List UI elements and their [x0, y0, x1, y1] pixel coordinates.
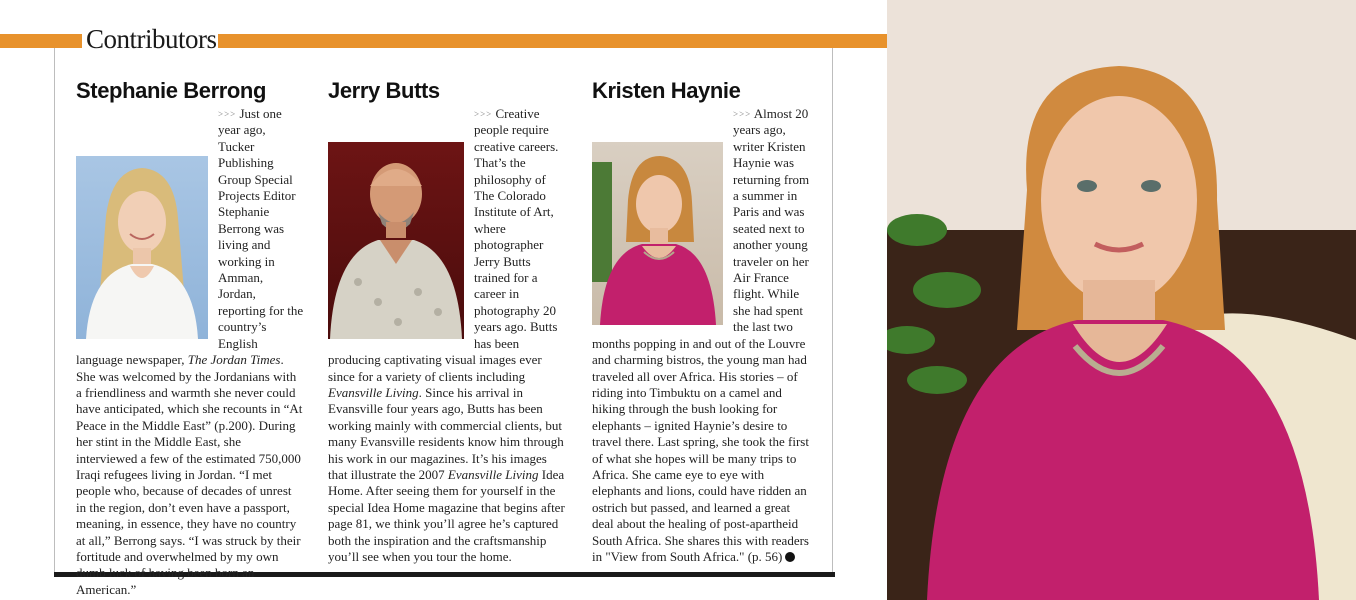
contributor-name: Stephanie Berrong — [76, 78, 267, 103]
contributor-bio: >>> Just one year ago, Tucker Publishing Group Special Projects Editor Stephanie Berrong was living and working in Amman, Jordan, reporting for the country’s English language newspaper, The Jordan Times. She was welcomed by the Jordanians with a friendliness and warmth she never could have anticipated, which she recounts in “At Peace in the Middle East” (p.200). During her stint in the Middle East, she interviewed a few of the estimated 750,000 Iraqi refugees living in Jordan. “I met people who, because of decades of unrest in the region, don’t even have a passport, meaning, in essence, they have no country at all,” Berrong says. “I was struck by their fortitude and overwhelmed by my own dumb luck of having been born an American.” — [76, 106, 304, 597]
jerry-butts-photo — [328, 142, 464, 339]
kristen-haynie-large-photo — [887, 0, 1356, 600]
contributor-name: Jerry Butts — [328, 78, 440, 103]
contributor-bio: >>> Creative people require creative careers. That’s the philosophy of The Colorado Institute of Art, where photographer Jerry Butts trained for a career in photography 20 years ago. Butts has been producing captivating visual images ever since for a variety of clients including Evansville Living. Since his arrival in Evansville four years ago, Butts has been working mainly with commercial clients, but many Evansville residents know him through his work in our magazines. It’s his images that illustrate the 2007 Evansville Living Idea Home. After seeing them for yourself in the special Idea Home magazine that begins after page 81, we think you’ll agree he’s captured both the inspiration and the craftsmanship you’ll see when you tour the home. — [328, 106, 565, 564]
contributor-jerry-butts — [328, 76, 568, 565]
contributor-stephanie-berrong — [76, 76, 304, 598]
header-band-right — [218, 34, 887, 48]
kristen-haynie-photo — [592, 142, 723, 325]
end-mark-icon — [785, 552, 795, 562]
contributor-bio: >>> Almost 20 years ago, writer Kristen Haynie was returning from a summer in Paris and was seated next to another young traveler on her Air France flight. While she had spent the last two months popping in and out of the Louvre and charming bistros, the young man had traveled all over Africa. His stories – of riding into Timbuktu on a camel and hiking through the bush looking for elephants – ignited Haynie’s desire to travel there. Last spring, she took the first of what she hopes will be many trips to Africa. She came eye to eye with elephants and lions, could have ridden an ostrich but passed, and learned a great deal about the healing of post-apartheid South Africa. She shares this with readers in "View from South Africa." (p. 56) — [592, 106, 810, 564]
contributor-kristen-haynie — [592, 76, 812, 565]
contributor-name: Kristen Haynie — [592, 78, 741, 103]
stephanie-berrong-photo — [76, 156, 208, 339]
header-band-left — [0, 34, 82, 48]
section-title: Contributors — [86, 24, 217, 54]
